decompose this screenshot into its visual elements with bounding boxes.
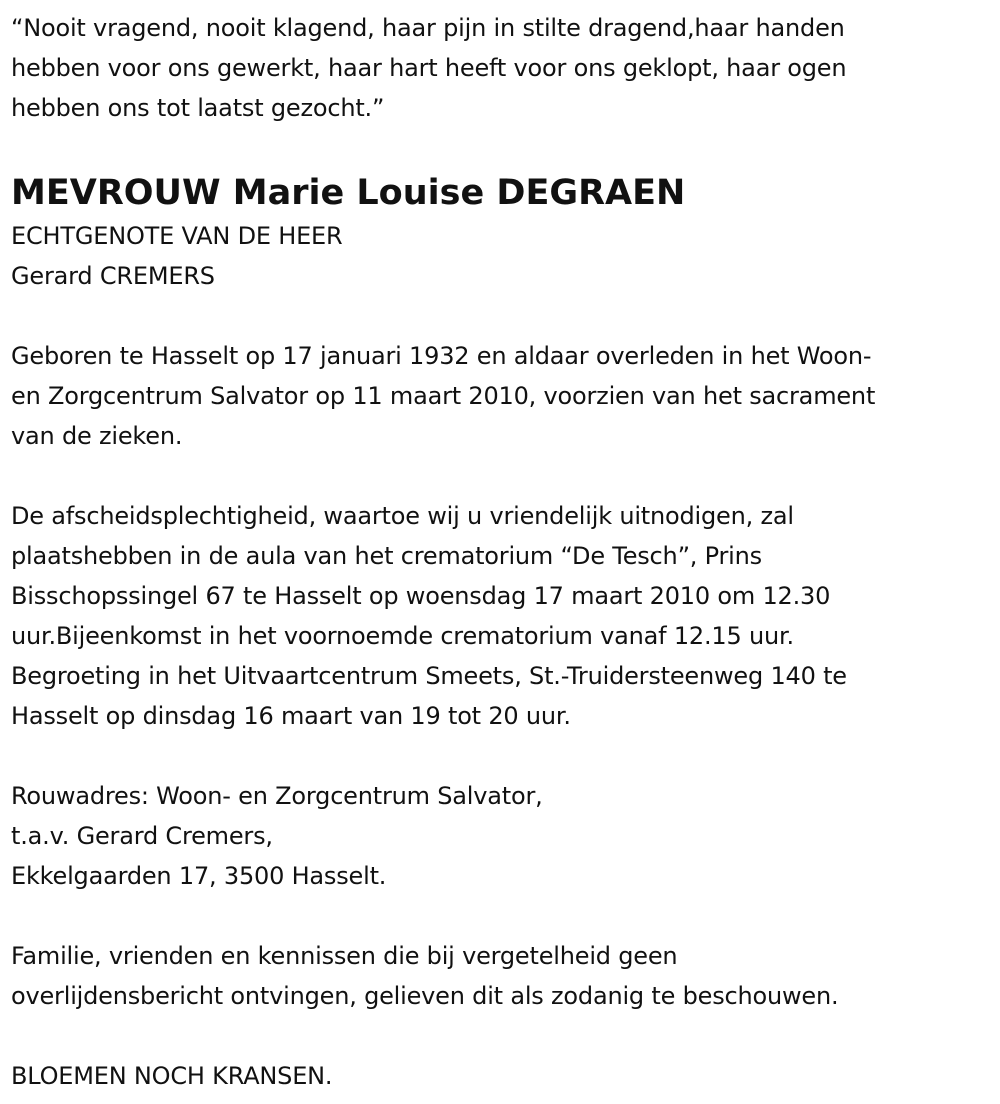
spouse-line: ECHTGENOTE VAN DE HEER bbox=[11, 222, 343, 250]
paragraph-line: van de zieken. bbox=[11, 422, 183, 450]
spacer bbox=[11, 296, 996, 336]
ceremony-paragraph bbox=[11, 496, 996, 736]
notice-paragraph bbox=[11, 936, 996, 1016]
address-line: Ekkelgaarden 17, 3500 Hasselt. bbox=[11, 862, 387, 890]
address-line: Rouwadres: Woon- en Zorgcentrum Salvator, bbox=[11, 782, 543, 810]
paragraph-line: en Zorgcentrum Salvator op 11 maart 2010, voorzien van het sacrament bbox=[11, 382, 876, 410]
quote-line: hebben ons tot laatst gezocht.” bbox=[11, 94, 385, 122]
paragraph-line: uur.Bijeenkomst in het voornoemde crematorium vanaf 12.15 uur. bbox=[11, 622, 794, 650]
spacer bbox=[11, 736, 996, 776]
paragraph-line: overlijdensbericht ontvingen, gelieven dit als zodanig te beschouwen. bbox=[11, 982, 839, 1010]
spouse-line: Gerard CREMERS bbox=[11, 262, 215, 290]
quote-line: hebben voor ons gewerkt, haar hart heeft voor ons geklopt, haar ogen bbox=[11, 54, 847, 82]
quote-section bbox=[11, 8, 996, 128]
spacer bbox=[11, 1016, 996, 1056]
paragraph-line: Bisschopssingel 67 te Hasselt op woensdag 17 maart 2010 om 12.30 bbox=[11, 582, 831, 610]
mourning-address bbox=[11, 776, 996, 896]
paragraph-line: Familie, vrienden en kennissen die bij vergetelheid geen bbox=[11, 942, 678, 970]
deceased-name-title: MEVROUW Marie Louise DEGRAEN bbox=[11, 173, 686, 213]
spouse-section bbox=[11, 216, 996, 296]
paragraph-line: Hasselt op dinsdag 16 maart van 19 tot 20 uur. bbox=[11, 702, 571, 730]
birth-death-paragraph bbox=[11, 336, 996, 456]
address-line: t.a.v. Gerard Cremers, bbox=[11, 822, 273, 850]
spacer bbox=[11, 456, 996, 496]
closing-line: BLOEMEN NOCH KRANSEN. bbox=[11, 1062, 333, 1090]
quote-line: “Nooit vragend, nooit klagend, haar pijn in stilte dragend,haar handen bbox=[11, 14, 845, 42]
obituary-document bbox=[11, 8, 996, 1096]
spacer bbox=[11, 896, 996, 936]
spacer bbox=[11, 128, 996, 170]
paragraph-line: plaatshebben in de aula van het crematorium “De Tesch”, Prins bbox=[11, 542, 762, 570]
paragraph-line: Begroeting in het Uitvaartcentrum Smeets, St.-Truidersteenweg 140 te bbox=[11, 662, 847, 690]
paragraph-line: De afscheidsplechtigheid, waartoe wij u vriendelijk uitnodigen, zal bbox=[11, 502, 794, 530]
paragraph-line: Geboren te Hasselt op 17 januari 1932 en aldaar overleden in het Woon- bbox=[11, 342, 872, 370]
